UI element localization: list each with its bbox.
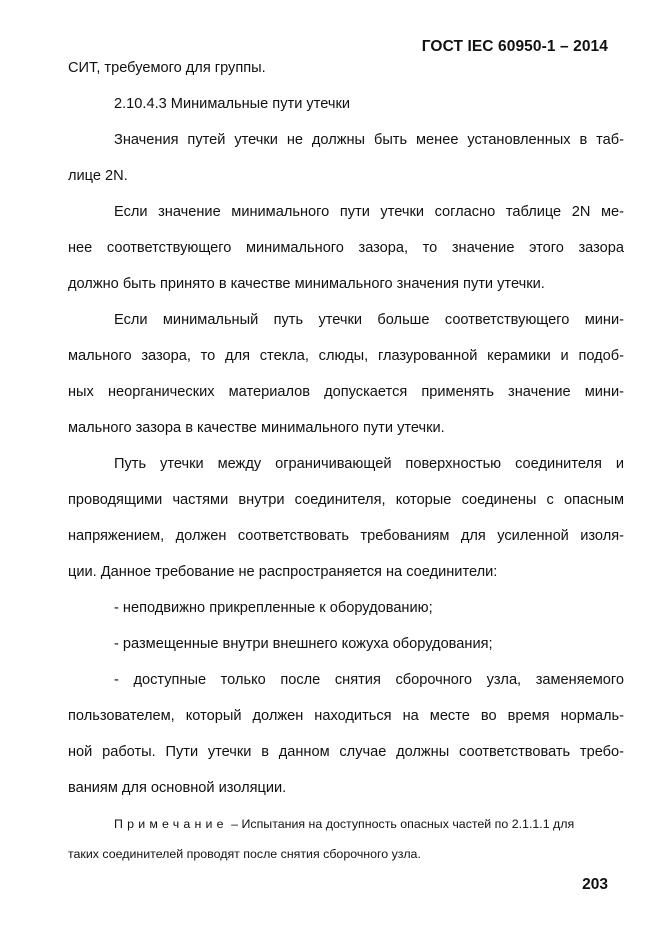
text-line: мального зазора, то для стекла, слюды, глазурованной керамики и подоб-: [68, 348, 624, 364]
text-line: Путь утечки между ограничивающей поверхностью соединителя и: [114, 456, 624, 472]
text-line: должно быть принято в качестве минимального значения пути утечки.: [68, 276, 545, 292]
text-line: лице 2N.: [68, 168, 128, 184]
text-line: СИТ, требуемого для группы.: [68, 60, 266, 76]
text-line: ной работы. Пути утечки в данном случае должны соответствовать требо-: [68, 744, 624, 760]
page-body: [68, 56, 624, 872]
text-line: проводящими частями внутри соединителя, которые соединены с опасным: [68, 492, 624, 508]
text-line: напряжением, должен соответствовать требованиям для усиленной изоля-: [68, 528, 624, 544]
text-line: пользователем, который должен находиться на месте во время нормаль-: [68, 708, 624, 724]
list-item: - размещенные внутри внешнего кожуха оборудования;: [114, 636, 493, 652]
note-label: Примечание: [114, 817, 228, 831]
text-line: Значения путей утечки не должны быть менее установленных в таб-: [114, 132, 624, 148]
text-line: нее соответствующего минимального зазора, то значение этого зазора: [68, 240, 624, 256]
text-line: Если минимальный путь утечки больше соответствующего мини-: [114, 312, 624, 328]
text-line: мального зазора в качестве минимального пути утечки.: [68, 420, 445, 436]
list-item: - доступные только после снятия сборочного узла, заменяемого: [114, 672, 624, 688]
list-item: - неподвижно прикрепленные к оборудованию;: [114, 600, 433, 616]
note-text: – Испытания на доступность опасных частей по 2.1.1.1 для: [227, 817, 575, 831]
text-line: Если значение минимального пути утечки согласно таблице 2N ме-: [114, 204, 624, 220]
text-line: ных неорганических материалов допускается применять значение мини-: [68, 384, 624, 400]
text-line: ции. Данное требование не распространяется на соединители:: [68, 564, 498, 580]
section-heading: 2.10.4.3 Минимальные пути утечки: [114, 96, 350, 112]
text-line: ваниям для основной изоляции.: [68, 780, 287, 796]
note-line-1: [68, 812, 624, 842]
page-number: 203: [582, 876, 608, 893]
document-header: ГОСТ IEC 60950-1 – 2014: [421, 38, 608, 55]
note-line-2: таких соединителей проводят после снятия сборочного узла.: [68, 847, 421, 861]
